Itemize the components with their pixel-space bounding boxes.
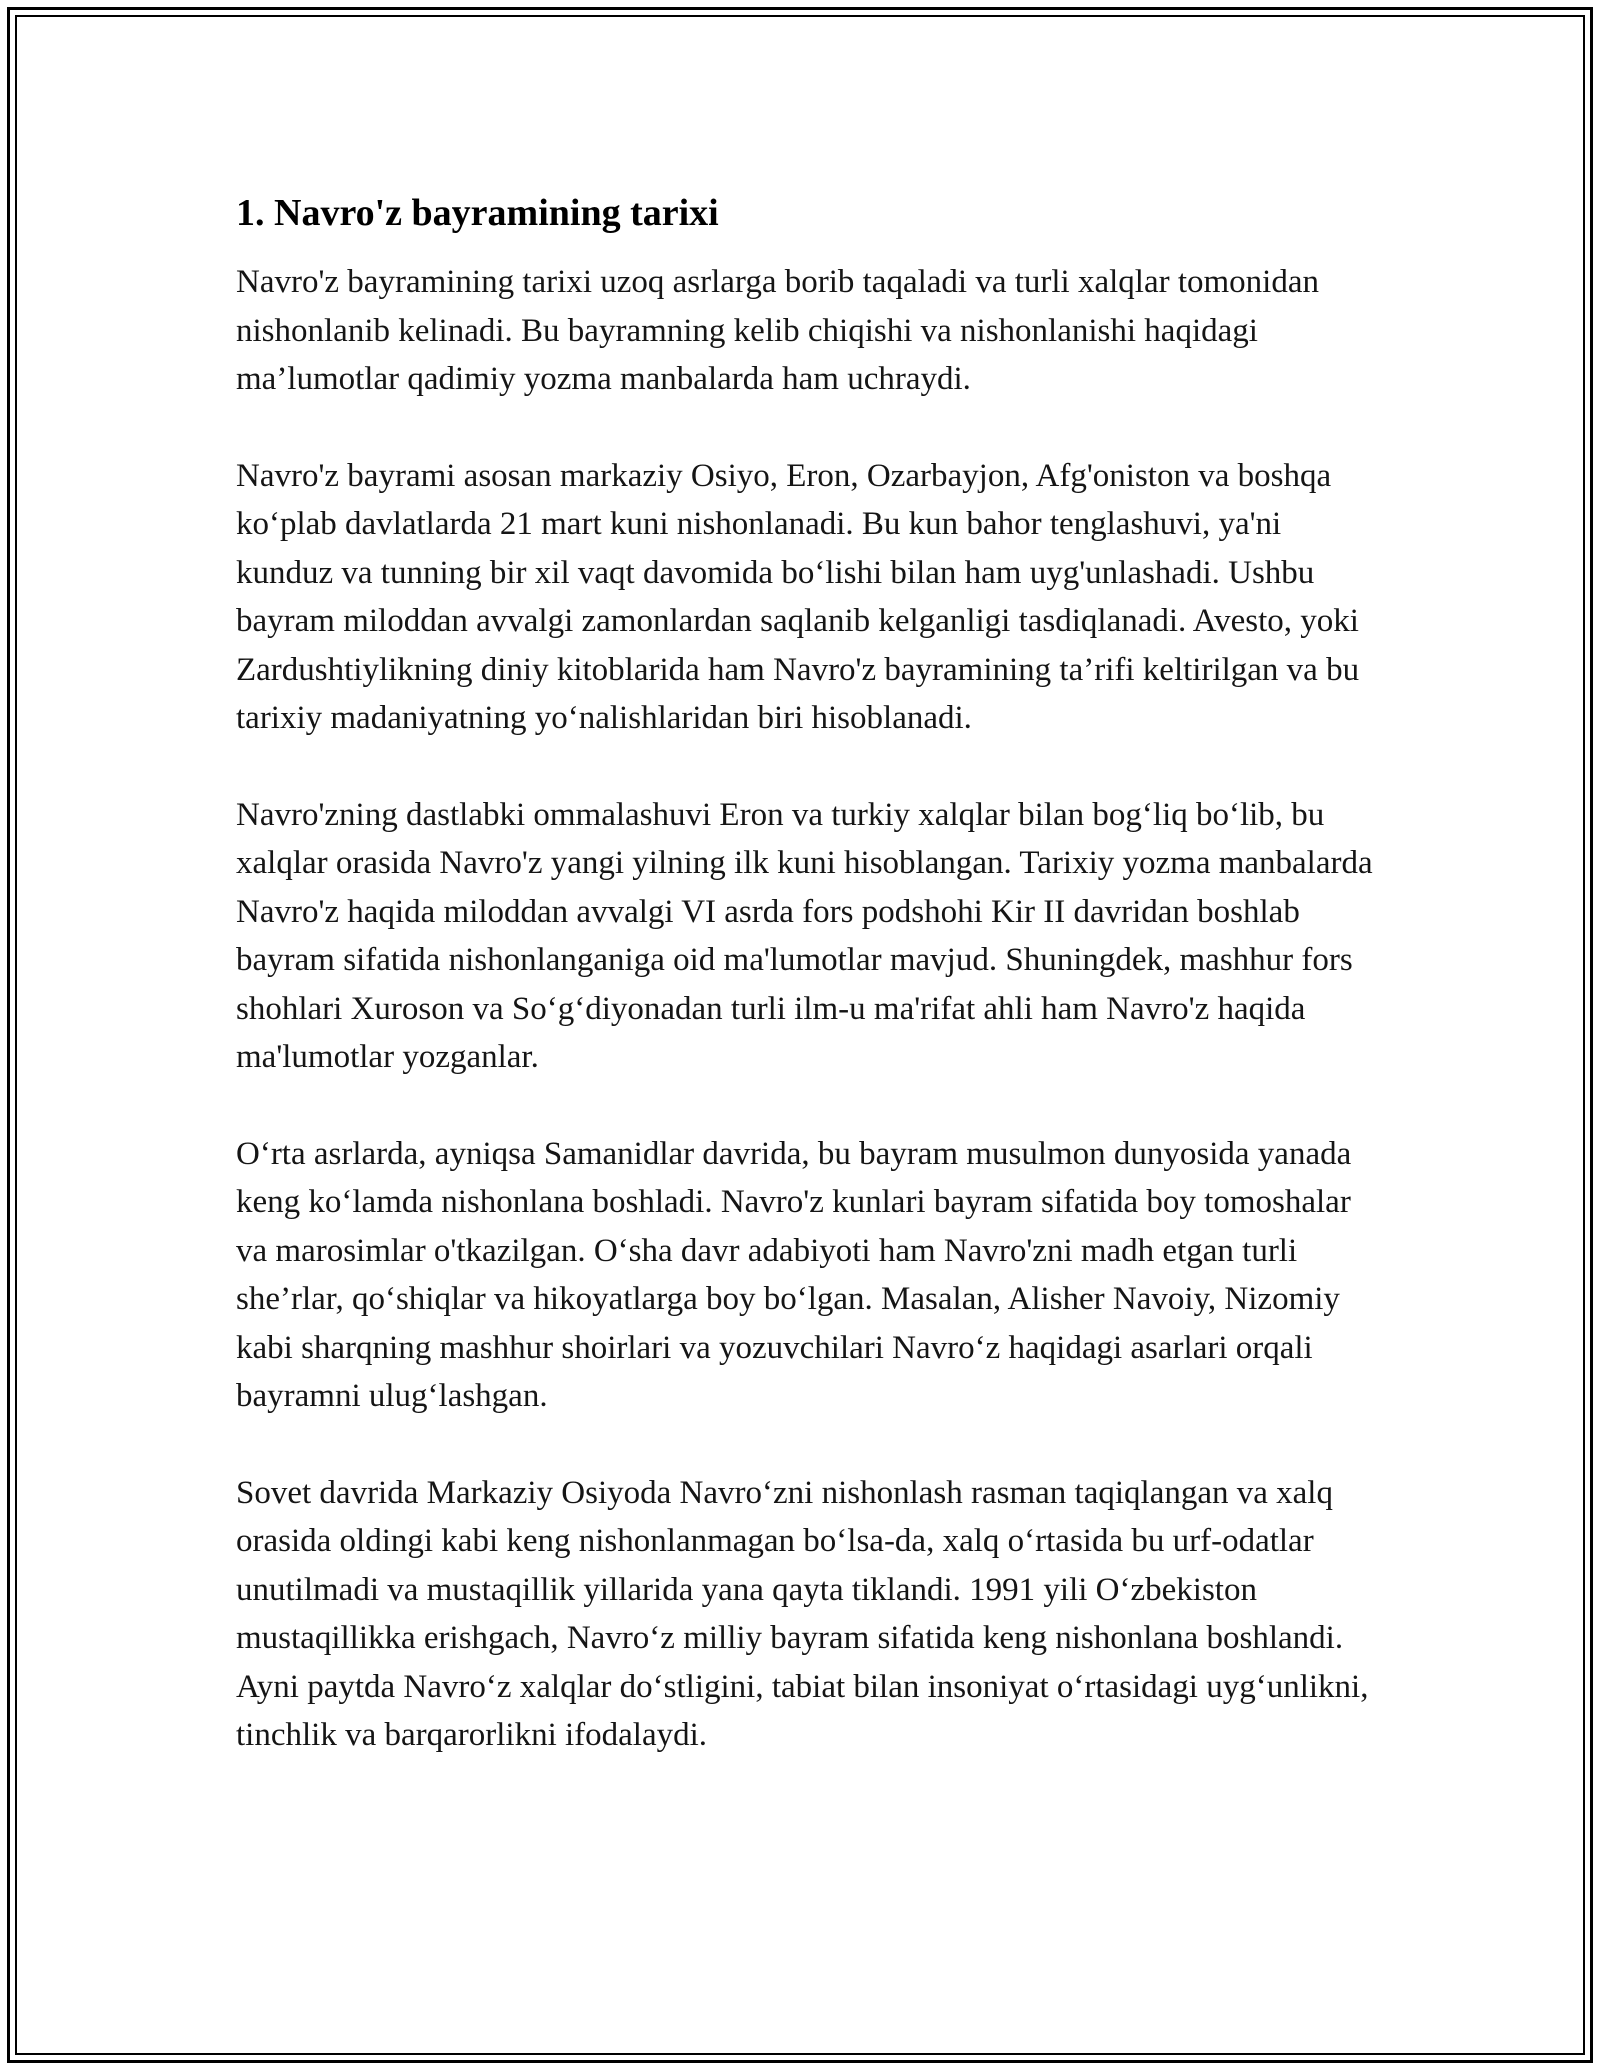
paragraph-1: Navro'z bayramining tarixi uzoq asrlarga borib taqaladi va turli xalqlar tomonidan nishonlanib kelinadi. Bu bayramning kelib chiqishi va nishonlanishi haqidagi ma’lumotlar qadimiy yozma manbalarda ham uchraydi. — [236, 264, 1319, 397]
document-body — [236, 186, 1376, 1808]
section-heading: 1. Navro'z bayramining tarixi — [236, 192, 719, 234]
paragraph-2: Navro'z bayrami asosan markaziy Osiyo, Eron, Ozarbayjon, Afg'oniston va boshqa ko‘plab davlatlarda 21 mart kuni nishonlanadi. Bu kun bahor tenglashuvi, ya'ni kunduz va tunning bir xil vaqt davomida bo‘lishi bilan ham uyg'unlashadi. Ushbu bayram miloddan avvalgi zamonlardan saqlanib kelganligi tasdiqlanadi. Avesto, yoki Zardushtiylikning diniy kitoblarida ham Navro'z bayramining ta’rifi keltirilgan va bu tarixiy madaniyatning yo‘nalishlaridan biri hisoblanadi. — [236, 457, 1360, 736]
paragraph-5: Sovet davrida Markaziy Osiyoda Navro‘zni nishonlash rasman taqiqlangan va xalq orasida oldingi kabi keng nishonlanmagan bo‘lsa-da, xalq o‘rtasida bu urf-odatlar unutilmadi va mustaqillik yillarida yana qayta tiklandi. 1991 yili O‘zbekiston mustaqillikka erishgach, Navro‘z milliy bayram sifatida keng nishonlana boshlandi. Ayni paytda Navro‘z xalqlar do‘stligini, tabiat bilan insoniyat o‘rtasidagi uyg‘unlikni, tinchlik va barqarorlikni ifodalaydi. — [236, 1474, 1369, 1753]
paragraph-3: Navro'zning dastlabki ommalashuvi Eron va turkiy xalqlar bilan bog‘liq bo‘lib, bu xalqlar orasida Navro'z yangi yilning ilk kuni hisoblangan. Tarixiy yozma manbalarda Navro'z haqida miloddan avvalgi VI asrda fors podshohi Kir II davridan boshlab bayram sifatida nishonlanganiga oid ma'lumotlar mavjud. Shuningdek, mashhur fors shohlari Xuroson va So‘g‘diyonadan turli ilm-u ma'rifat ahli ham Navro'z haqida ma'lumotlar yozganlar. — [236, 796, 1373, 1075]
paragraph-4: O‘rta asrlarda, ayniqsa Samanidlar davrida, bu bayram musulmon dunyosida yanada keng ko‘lamda nishonlana boshladi. Navro'z kunlari bayram sifatida boy tomoshalar va marosimlar o'tkazilgan. O‘sha davr adabiyoti ham Navro'zni madh etgan turli she’rlar, qo‘shiqlar va hikoyatlarga boy bo‘lgan. Masalan, Alisher Navoiy, Nizomiy kabi sharqning mashhur shoirlari va yozuvchilari Navro‘z haqidagi asarlari orqali bayramni ulug‘lashgan. — [236, 1135, 1352, 1414]
